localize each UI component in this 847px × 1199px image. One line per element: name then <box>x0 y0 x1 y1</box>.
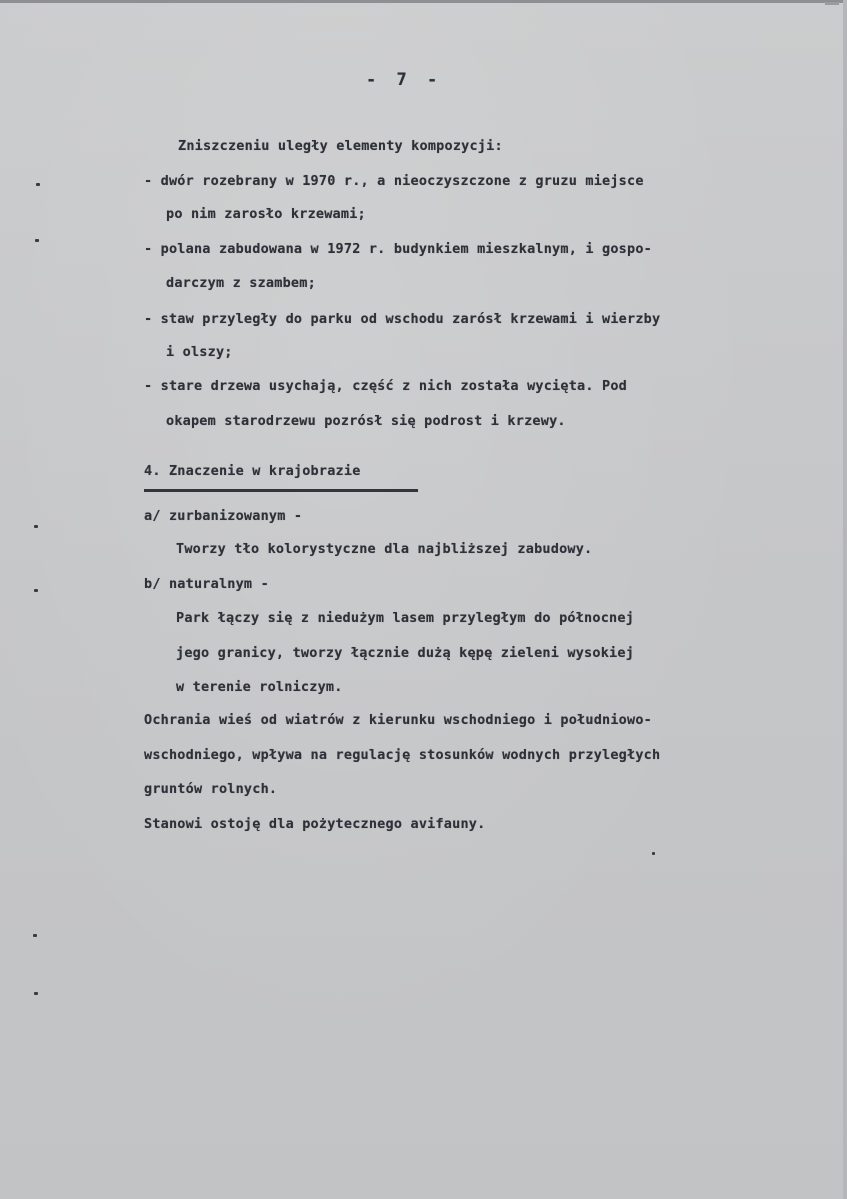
page-number: - 7 - <box>366 70 443 90</box>
heading-underline <box>144 489 418 492</box>
text-line: w terenie rolniczym. <box>176 679 343 695</box>
text-line: Ochrania wieś od wiatrów z kierunku wschodniego i południowo- <box>144 712 652 728</box>
text-line: okapem starodrzewu pozrósł się podrost i krzewy. <box>166 413 566 429</box>
text-line: i olszy; <box>166 344 233 360</box>
text-line: po nim zarosło krzewami; <box>166 206 366 222</box>
margin-speck <box>33 934 37 937</box>
text-line: - stare drzewa usychają, część z nich została wycięta. Pod <box>144 378 628 394</box>
margin-speck <box>34 992 38 995</box>
corner-mark <box>825 2 839 5</box>
text-line: - dwór rozebrany w 1970 r., a nieoczyszczone z gruzu miejsce <box>144 173 644 189</box>
text-line: darczym z szambem; <box>166 275 316 291</box>
text-line: Zniszczeniu uległy elementy kompozycji: <box>178 138 503 154</box>
page-speck <box>652 852 655 855</box>
text-line: Park łączy się z niedużym lasem przyległym do północnej <box>176 610 635 626</box>
margin-speck <box>36 183 40 186</box>
text-line: wschodniego, wpływa na regulację stosunków wodnych przyległych <box>144 747 661 763</box>
page-top-edge <box>0 0 847 3</box>
text-line: Tworzy tło kolorystyczne dla najbliższej zabudowy. <box>176 541 593 557</box>
text-line: gruntów rolnych. <box>144 781 278 797</box>
text-line: - polana zabudowana w 1972 r. budynkiem mieszkalnym, i gospo- <box>144 241 652 257</box>
text-line: Stanowi ostoję dla pożytecznego avifauny. <box>144 816 486 832</box>
text-line: - staw przyległy do parku od wschodu zarósł krzewami i wierzby <box>144 311 661 327</box>
text-line: jego granicy, tworzy łącznie dużą kępę zieleni wysokiej <box>176 645 635 661</box>
margin-speck <box>35 239 39 242</box>
margin-speck <box>34 525 38 528</box>
page-right-edge <box>843 0 847 1199</box>
margin-speck <box>34 589 38 592</box>
section-heading: 4. Znaczenie w krajobrazie <box>144 463 361 479</box>
text-line: a/ zurbanizowanym - <box>144 508 303 524</box>
text-line: b/ naturalnym - <box>144 576 269 592</box>
